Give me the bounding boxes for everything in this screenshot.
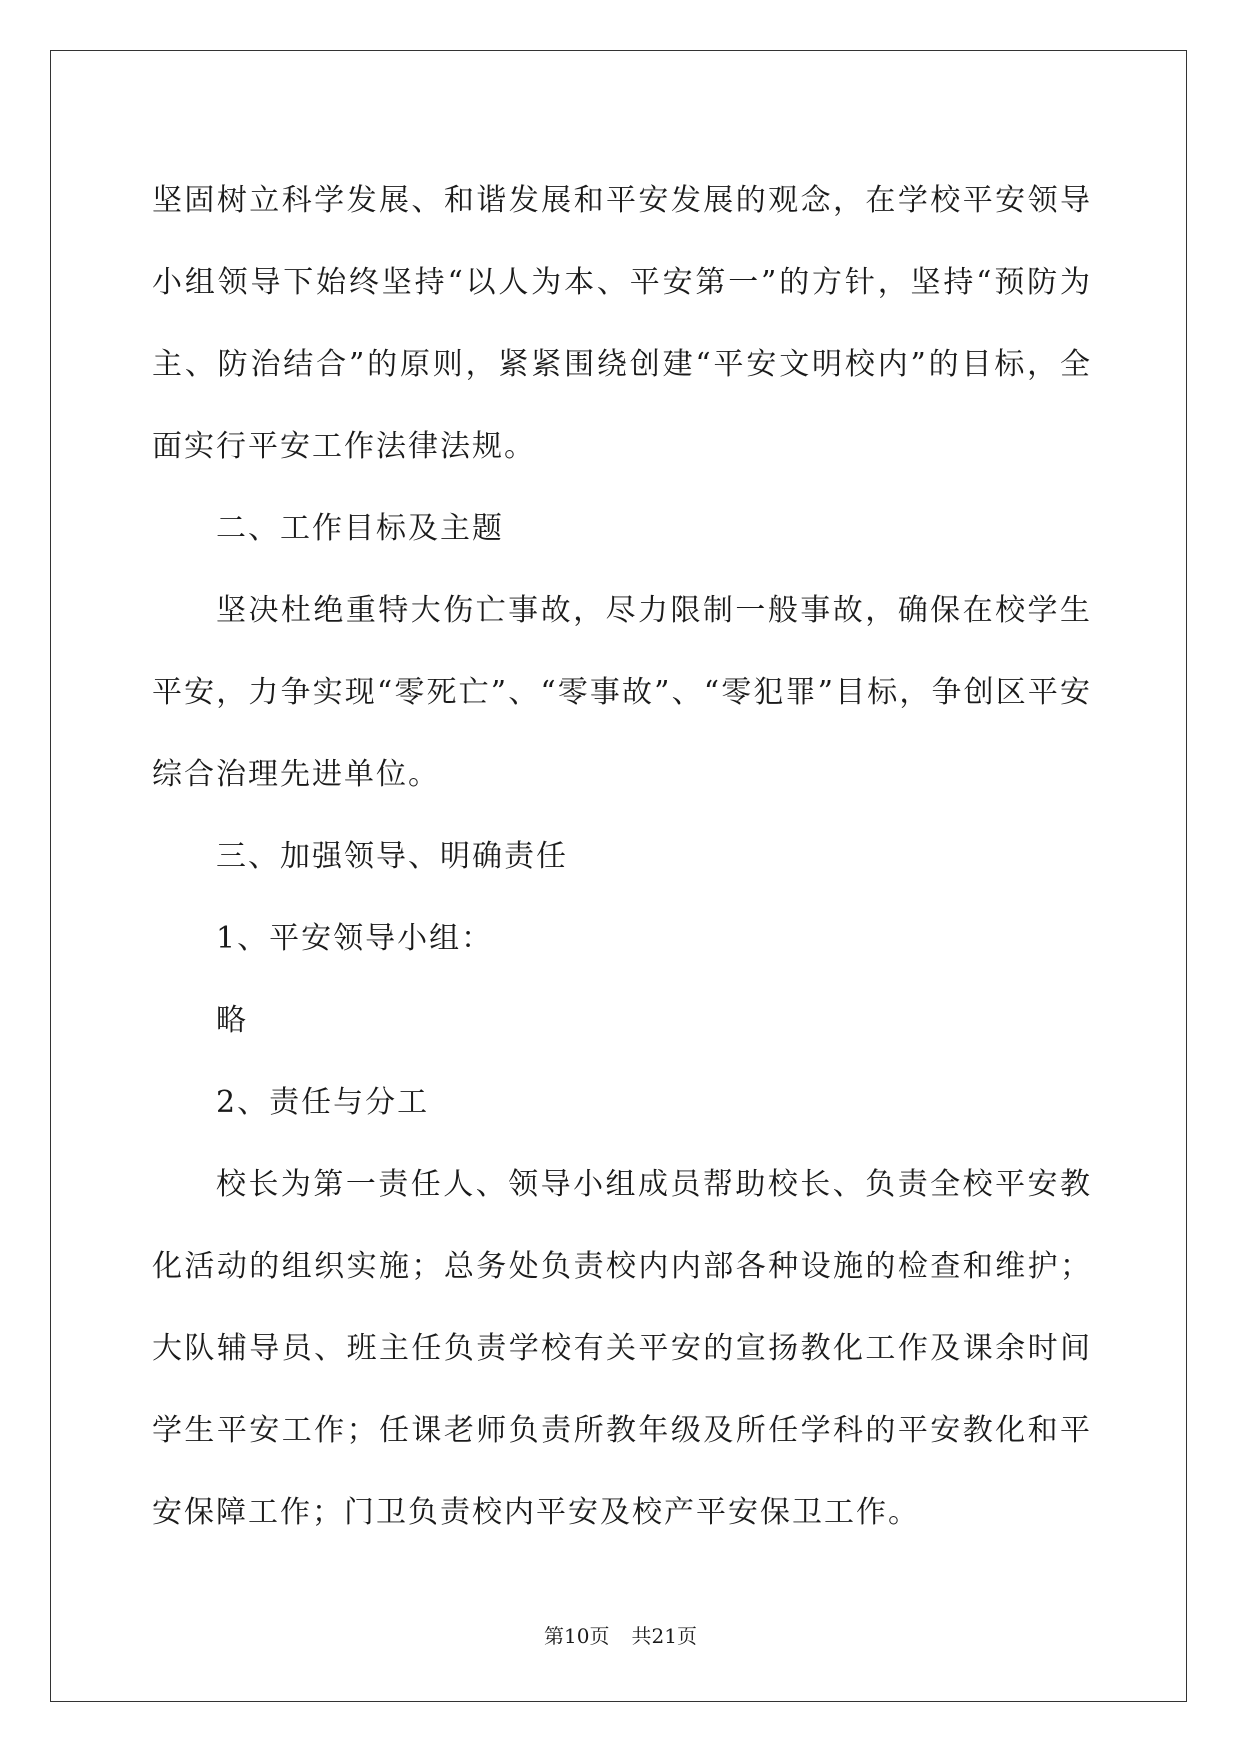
- paragraph-omitted: 略: [216, 1003, 248, 1038]
- subheading-safety-group: 1、平安领导小组：: [216, 921, 494, 956]
- heading-leadership: 三、加强领导、明确责任: [216, 839, 568, 874]
- paragraph-responsibilities: 校长为第一责任人、领导小组成员帮助校长、负责全校平安教化活动的组织实施；总务处负责校内内部各种设施的检查和维护；大队辅导员、班主任负责学校有关平安的宣扬教化工作及课余时间学生平安工作；任课老师负责所教年级及所任学科的平安教化和平安保障工作；门卫负责校内平安及校产平安保卫工作。: [152, 1167, 1092, 1530]
- paragraph-intro: 坚固树立科学发展、和谐发展和平安发展的观念，在学校平安领导小组领导下始终坚持“以人为本、平安第一”的方针，坚持“预防为主、防治结合”的原则，紧紧围绕创建“平安文明校内”的目标，全面实行平安工作法律法规。: [152, 183, 1092, 464]
- page-footer: [0, 1620, 1241, 1649]
- page-total: 共21页: [631, 1624, 697, 1648]
- page-number: 第10页: [544, 1624, 610, 1648]
- document-body: [152, 160, 1092, 1554]
- heading-goals: 二、工作目标及主题: [216, 511, 504, 546]
- subheading-responsibilities: 2、责任与分工: [216, 1085, 430, 1120]
- paragraph-goals: 坚决杜绝重特大伤亡事故，尽力限制一般事故，确保在校学生平安，力争实现“零死亡”、“零事故”、“零犯罪”目标，争创区平安综合治理先进单位。: [152, 593, 1092, 792]
